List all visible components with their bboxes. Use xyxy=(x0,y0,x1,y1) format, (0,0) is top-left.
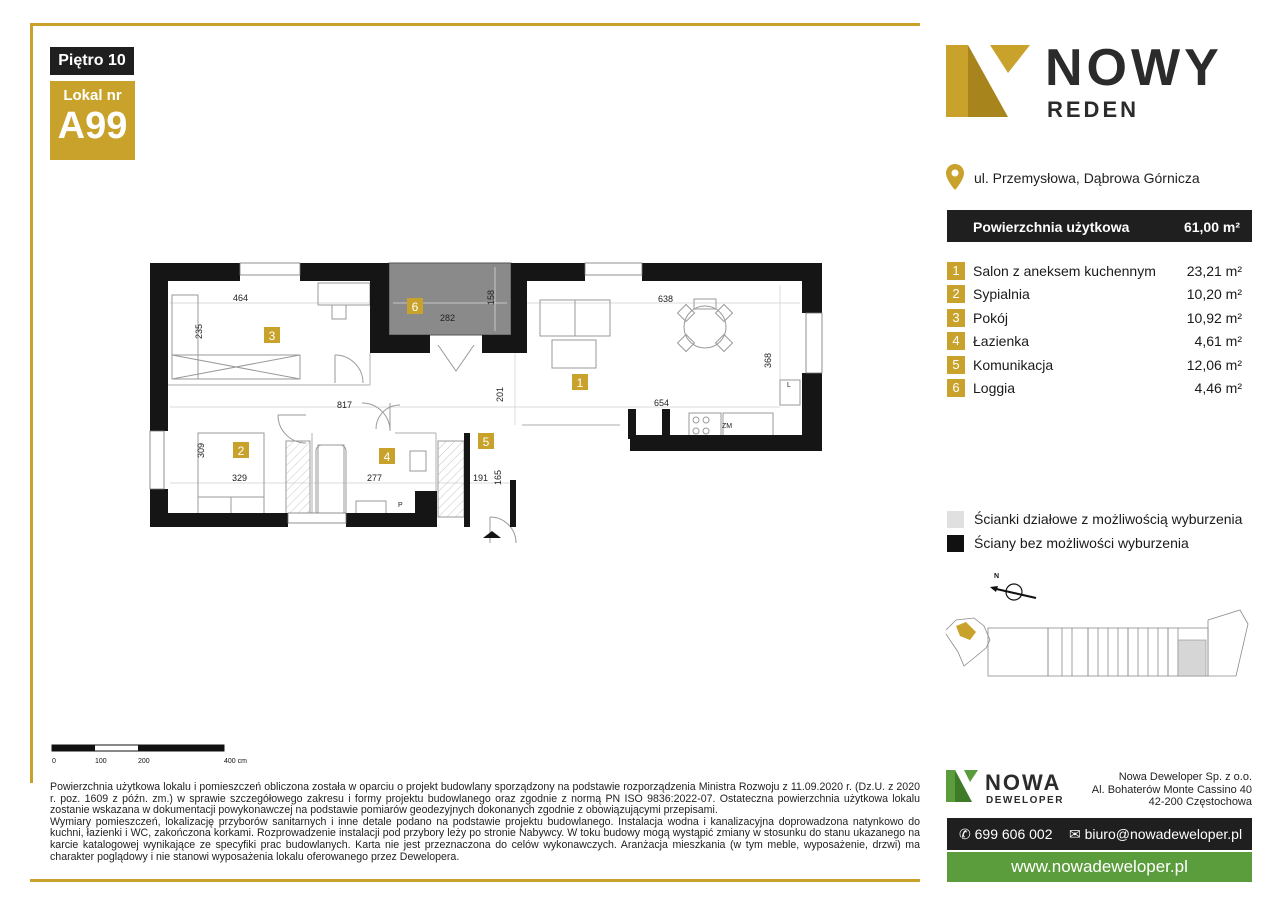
room-name: Loggia xyxy=(973,379,1016,396)
developer-sub: DEWELOPER xyxy=(986,795,1064,806)
compass-letter: N xyxy=(994,573,1000,580)
unit-number: A99 xyxy=(57,105,128,147)
room-name: Salon z aneksem kuchennym xyxy=(973,263,1156,279)
email-address: biuro@nowadeweloper.pl xyxy=(1084,826,1243,842)
room-number: 5 xyxy=(947,356,965,374)
dim-817: 817 xyxy=(337,400,353,410)
dim-282: 282 xyxy=(440,313,456,323)
email-link[interactable] xyxy=(1069,826,1242,843)
wardrobe-bedroom xyxy=(286,441,310,517)
dim-158: 158 xyxy=(486,289,496,305)
entrance-arrow xyxy=(483,531,501,538)
location-pin-icon xyxy=(946,164,964,190)
dim-277: 277 xyxy=(367,473,383,483)
dim-235: 235 xyxy=(194,323,204,339)
room-number: 1 xyxy=(947,262,965,280)
legend-label: Ścianki działowe z możliwością wyburzenia xyxy=(974,511,1243,527)
bathtub xyxy=(316,445,346,517)
phone-number: 699 606 002 xyxy=(974,826,1053,842)
frame-bottom-line xyxy=(30,879,920,882)
total-area-label: Powierzchnia użytkowa xyxy=(973,219,1130,235)
dim-368: 368 xyxy=(763,352,773,368)
room-badge-4: 4 xyxy=(383,450,391,464)
site-unit-block xyxy=(1178,640,1206,676)
wardrobe-hall xyxy=(438,441,464,517)
scale-tick-200: 200 xyxy=(138,758,150,765)
frame-top-line xyxy=(30,23,920,26)
room-badge-3: 3 xyxy=(268,329,276,343)
company-city: 42-200 Częstochowa xyxy=(1148,796,1252,808)
room-badge-1: 1 xyxy=(576,376,584,390)
room-area: 10,92 m² xyxy=(1186,309,1242,326)
dim-165: 165 xyxy=(493,469,503,485)
room-row xyxy=(947,356,1247,379)
dim-638: 638 xyxy=(658,294,674,304)
room-area: 23,21 m² xyxy=(1186,263,1242,279)
room-row xyxy=(947,309,1247,332)
contact-bar xyxy=(947,818,1252,850)
total-area-value: 61,00 m² xyxy=(1183,219,1240,235)
disclaimer-paragraph-2: Wymiary pomieszczeń, lokalizację przyborów sanitarnych i inne detale podano na podstawie projektu budowlanego. Instalacja wodna i kanalizacyjna doprowadzona natynkowo do kuchni, łazienki i WC, zakończona korkami. Rozprowadzenie instalacji pod przybory leży po stronie Nabywcy. W toku budowy mogą wystąpić zmiany w stosunku do stanu ukazanego na karcie katalogowej wynikające ze specyfiki prac budowlanych. Karta nie jest przeznaczona do celów wykonawczych. Aranżacja mieszkania (w tym meble, wyposażenie, drzwi) ma charakter poglądowy i nie stanowi wyposażenia lokalu oferowanego przez Dewelopera. xyxy=(50,815,920,863)
phone-link[interactable] xyxy=(959,826,1052,843)
room-name: Łazienka xyxy=(973,333,1030,350)
room-area: 10,20 m² xyxy=(1186,286,1242,303)
developer-brand: NOWA xyxy=(985,770,1062,795)
room-badge-6: 6 xyxy=(411,300,419,314)
dim-654: 654 xyxy=(654,398,670,408)
room-row xyxy=(947,262,1247,285)
mail-icon: ✉ xyxy=(1069,826,1085,842)
dim-201: 201 xyxy=(495,386,505,402)
brand-name: NOWY xyxy=(1045,39,1223,97)
nowy-reden-logo-icon xyxy=(946,45,1032,117)
dim-329: 329 xyxy=(232,473,248,483)
company-address xyxy=(1080,771,1252,809)
room-number: 6 xyxy=(947,379,965,397)
legend-swatch-light xyxy=(947,511,964,528)
room-row xyxy=(947,379,1247,402)
scale-bar xyxy=(50,743,260,769)
room-number: 4 xyxy=(947,332,965,350)
site-highlight xyxy=(956,622,976,640)
brand-subtitle: REDEN xyxy=(1047,97,1140,122)
room-name: Sypialnia xyxy=(973,286,1030,303)
legend-label: Ściany bez możliwości wyburzenia xyxy=(974,535,1189,551)
washer-label: P xyxy=(398,502,403,509)
room-name: Komunikacja xyxy=(973,356,1054,373)
phone-icon: ✆ xyxy=(959,826,975,842)
room-area: 12,06 m² xyxy=(1186,356,1242,373)
room-name: Pokój xyxy=(973,309,1009,326)
room-list xyxy=(947,262,1247,402)
company-name: Nowa Deweloper Sp. z o.o. xyxy=(1118,771,1252,783)
floor-plan xyxy=(140,255,840,545)
website-link[interactable]: www.nowadeweloper.pl xyxy=(947,852,1252,882)
oven-label: ZM xyxy=(722,423,733,430)
scale-tick-400: 400 cm xyxy=(224,758,247,765)
unit-label: Lokal nr xyxy=(63,87,122,104)
room-badge-2: 2 xyxy=(237,444,245,458)
scale-tick-0: 0 xyxy=(52,758,56,765)
fridge-label: L xyxy=(787,382,791,389)
room-row xyxy=(947,332,1247,355)
room-number: 2 xyxy=(947,285,965,303)
legend-swatch-dark xyxy=(947,535,964,552)
partition-walls xyxy=(168,353,620,517)
address-text: ul. Przemysłowa, Dąbrowa Górnicza xyxy=(974,170,1200,186)
company-street: Al. Bohaterów Monte Cassino 40 xyxy=(1091,783,1252,796)
room-number: 3 xyxy=(947,309,965,327)
dim-309: 309 xyxy=(196,442,206,458)
site-plan xyxy=(944,570,1249,688)
scale-tick-100: 100 xyxy=(95,758,107,765)
room-area: 4,46 m² xyxy=(1194,379,1242,396)
unit-badge xyxy=(50,81,135,160)
room-area: 4,61 m² xyxy=(1194,333,1242,350)
dim-191: 191 xyxy=(473,473,489,483)
frame-left-line xyxy=(30,23,33,783)
disclaimer-paragraph-1: Powierzchnia użytkowa lokalu i pomieszczeń obliczona została w oparciu o projekt budowlany sporządzony na podstawie rozporządzenia Ministra Rozwoju z 11.09.2020 r. (Dz.U. z 2020 r. poz. 1609 z późn. zm.) w sprawie szczegółowego zakresu i formy projektu budowlanego oraz zgodnie z normą PN ISO 9836:2022-07. Ostateczna powierzchnia użytkowa lokalu zostanie wskazana w dokumentacji powykonawczej na podstawie pomiarów geodezyjnych dokonanych zgodnie z obowiązującymi przepisami. xyxy=(50,781,920,817)
room-badge-5: 5 xyxy=(482,435,490,449)
dim-464: 464 xyxy=(233,293,249,303)
total-area-bar xyxy=(947,210,1252,242)
room-row xyxy=(947,285,1247,308)
floor-badge: Piętro 10 xyxy=(50,47,134,75)
disclaimer-text xyxy=(50,782,920,863)
nowa-deweloper-logo-icon xyxy=(946,770,978,802)
